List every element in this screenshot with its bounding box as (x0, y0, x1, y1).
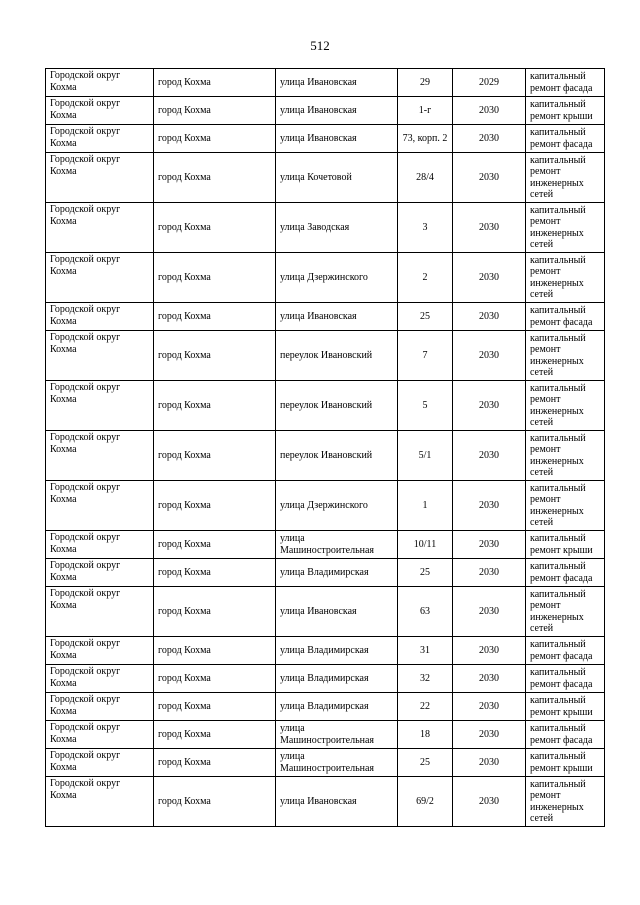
table-row (46, 777, 605, 827)
table-row (46, 587, 605, 637)
district-cell: Городской округ Кохма (46, 721, 154, 749)
street-cell: улица Кочетовой (276, 153, 398, 203)
house-number-cell: 29 (398, 69, 453, 97)
street-cell: улица Заводская (276, 203, 398, 253)
table-row (46, 559, 605, 587)
city-cell: город Кохма (154, 303, 276, 331)
city-cell: город Кохма (154, 559, 276, 587)
year-cell: 2030 (453, 749, 526, 777)
city-cell: город Кохма (154, 431, 276, 481)
page-number: 512 (310, 38, 330, 53)
table-row (46, 331, 605, 381)
work-type-cell: капитальный ремонт инженерных сетей (526, 253, 605, 303)
table-row (46, 97, 605, 125)
city-cell: город Кохма (154, 749, 276, 777)
year-cell: 2030 (453, 559, 526, 587)
district-cell: Городской округ Кохма (46, 125, 154, 153)
work-type-cell: капитальный ремонт фасада (526, 721, 605, 749)
year-cell: 2030 (453, 777, 526, 827)
city-cell: город Кохма (154, 381, 276, 431)
district-cell: Городской округ Кохма (46, 253, 154, 303)
table-row (46, 69, 605, 97)
work-type-cell: капитальный ремонт фасада (526, 125, 605, 153)
repair-schedule-table (45, 68, 605, 827)
table-row (46, 721, 605, 749)
street-cell: улица Владимирская (276, 665, 398, 693)
house-number-cell: 25 (398, 303, 453, 331)
city-cell: город Кохма (154, 97, 276, 125)
city-cell: город Кохма (154, 721, 276, 749)
street-cell: улица Машиностроительная (276, 721, 398, 749)
house-number-cell: 1-г (398, 97, 453, 125)
street-cell: улица Ивановская (276, 97, 398, 125)
city-cell: город Кохма (154, 481, 276, 531)
street-cell: переулок Ивановский (276, 381, 398, 431)
street-cell: улица Владимирская (276, 559, 398, 587)
work-type-cell: капитальный ремонт фасада (526, 559, 605, 587)
street-cell: улица Машиностроительная (276, 749, 398, 777)
house-number-cell: 73, корп. 2 (398, 125, 453, 153)
year-cell: 2030 (453, 303, 526, 331)
work-type-cell: капитальный ремонт крыши (526, 749, 605, 777)
house-number-cell: 32 (398, 665, 453, 693)
work-type-cell: капитальный ремонт крыши (526, 693, 605, 721)
work-type-cell: капитальный ремонт инженерных сетей (526, 203, 605, 253)
city-cell: город Кохма (154, 253, 276, 303)
street-cell: улица Ивановская (276, 587, 398, 637)
street-cell: улица Машиностроительная (276, 531, 398, 559)
work-type-cell: капитальный ремонт инженерных сетей (526, 331, 605, 381)
city-cell: город Кохма (154, 531, 276, 559)
work-type-cell: капитальный ремонт инженерных сетей (526, 481, 605, 531)
district-cell: Городской округ Кохма (46, 431, 154, 481)
year-cell: 2029 (453, 69, 526, 97)
street-cell: улица Ивановская (276, 303, 398, 331)
house-number-cell: 3 (398, 203, 453, 253)
table-row (46, 531, 605, 559)
year-cell: 2030 (453, 97, 526, 125)
work-type-cell: капитальный ремонт фасада (526, 665, 605, 693)
work-type-cell: капитальный ремонт фасада (526, 69, 605, 97)
street-cell: улица Дзержинского (276, 253, 398, 303)
table-row (46, 665, 605, 693)
city-cell: город Кохма (154, 125, 276, 153)
city-cell: город Кохма (154, 665, 276, 693)
street-cell: улица Владимирская (276, 693, 398, 721)
house-number-cell: 5 (398, 381, 453, 431)
city-cell: город Кохма (154, 331, 276, 381)
city-cell: город Кохма (154, 637, 276, 665)
work-type-cell: капитальный ремонт крыши (526, 97, 605, 125)
year-cell: 2030 (453, 665, 526, 693)
district-cell: Городской округ Кохма (46, 587, 154, 637)
house-number-cell: 28/4 (398, 153, 453, 203)
district-cell: Городской округ Кохма (46, 331, 154, 381)
work-type-cell: капитальный ремонт инженерных сетей (526, 431, 605, 481)
city-cell: город Кохма (154, 777, 276, 827)
year-cell: 2030 (453, 481, 526, 531)
street-cell: переулок Ивановский (276, 431, 398, 481)
street-cell: улица Ивановская (276, 69, 398, 97)
year-cell: 2030 (453, 431, 526, 481)
house-number-cell: 18 (398, 721, 453, 749)
table-row (46, 303, 605, 331)
house-number-cell: 7 (398, 331, 453, 381)
table-row (46, 637, 605, 665)
street-cell: улица Ивановская (276, 777, 398, 827)
year-cell: 2030 (453, 637, 526, 665)
street-cell: улица Ивановская (276, 125, 398, 153)
district-cell: Городской округ Кохма (46, 381, 154, 431)
table-row (46, 125, 605, 153)
work-type-cell: капитальный ремонт фасада (526, 303, 605, 331)
table-row (46, 253, 605, 303)
work-type-cell: капитальный ремонт инженерных сетей (526, 777, 605, 827)
table-row (46, 203, 605, 253)
table-row (46, 381, 605, 431)
district-cell: Городской округ Кохма (46, 777, 154, 827)
work-type-cell: капитальный ремонт инженерных сетей (526, 381, 605, 431)
district-cell: Городской округ Кохма (46, 749, 154, 777)
table-row (46, 481, 605, 531)
work-type-cell: капитальный ремонт инженерных сетей (526, 153, 605, 203)
house-number-cell: 25 (398, 749, 453, 777)
house-number-cell: 22 (398, 693, 453, 721)
house-number-cell: 2 (398, 253, 453, 303)
district-cell: Городской округ Кохма (46, 481, 154, 531)
district-cell: Городской округ Кохма (46, 637, 154, 665)
district-cell: Городской округ Кохма (46, 153, 154, 203)
year-cell: 2030 (453, 203, 526, 253)
house-number-cell: 63 (398, 587, 453, 637)
district-cell: Городской округ Кохма (46, 693, 154, 721)
work-type-cell: капитальный ремонт инженерных сетей (526, 587, 605, 637)
year-cell: 2030 (453, 587, 526, 637)
district-cell: Городской округ Кохма (46, 559, 154, 587)
district-cell: Городской округ Кохма (46, 303, 154, 331)
district-cell: Городской округ Кохма (46, 97, 154, 125)
district-cell: Городской округ Кохма (46, 69, 154, 97)
district-cell: Городской округ Кохма (46, 203, 154, 253)
house-number-cell: 25 (398, 559, 453, 587)
year-cell: 2030 (453, 125, 526, 153)
year-cell: 2030 (453, 153, 526, 203)
table-row (46, 749, 605, 777)
year-cell: 2030 (453, 331, 526, 381)
house-number-cell: 5/1 (398, 431, 453, 481)
district-cell: Городской округ Кохма (46, 665, 154, 693)
year-cell: 2030 (453, 721, 526, 749)
house-number-cell: 69/2 (398, 777, 453, 827)
street-cell: улица Дзержинского (276, 481, 398, 531)
table-row (46, 693, 605, 721)
year-cell: 2030 (453, 381, 526, 431)
house-number-cell: 31 (398, 637, 453, 665)
city-cell: город Кохма (154, 693, 276, 721)
street-cell: переулок Ивановский (276, 331, 398, 381)
year-cell: 2030 (453, 693, 526, 721)
city-cell: город Кохма (154, 587, 276, 637)
work-type-cell: капитальный ремонт крыши (526, 531, 605, 559)
house-number-cell: 10/11 (398, 531, 453, 559)
city-cell: город Кохма (154, 203, 276, 253)
table-row (46, 431, 605, 481)
house-number-cell: 1 (398, 481, 453, 531)
table-body (46, 69, 605, 827)
year-cell: 2030 (453, 531, 526, 559)
district-cell: Городской округ Кохма (46, 531, 154, 559)
table-row (46, 153, 605, 203)
work-type-cell: капитальный ремонт фасада (526, 637, 605, 665)
city-cell: город Кохма (154, 69, 276, 97)
city-cell: город Кохма (154, 153, 276, 203)
year-cell: 2030 (453, 253, 526, 303)
street-cell: улица Владимирская (276, 637, 398, 665)
